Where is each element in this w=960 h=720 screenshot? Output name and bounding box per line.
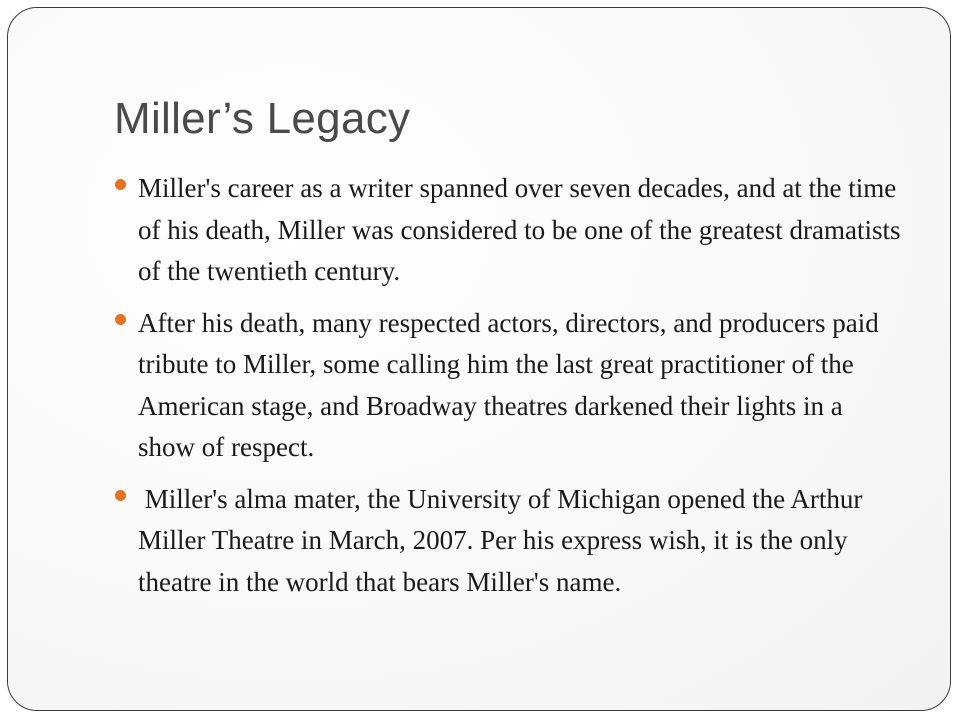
bullet-dot-icon — [115, 179, 126, 190]
bullet-text: After his death, many respected actors, directors, and producers paid tribute to Miller, some calling him the last great practitioner of the American stage, and Broadway theatres darkened their lights in a show of respect. — [138, 307, 879, 462]
bullet-item-theatre — [112, 479, 902, 604]
bullet-item-tribute — [112, 303, 902, 469]
bullet-dot-icon — [115, 490, 126, 501]
bullet-dot-icon — [115, 314, 126, 325]
bullet-text: Miller's career as a writer spanned over seven decades, and at the time of his death, Miller was considered to be one of the greatest dramatists of the twentieth century. — [138, 173, 901, 286]
slide-title: Miller’s Legacy — [114, 94, 411, 143]
bullet-text: Miller's alma mater, the University of Michigan opened the Arthur Miller Theatre in March, 2007. Per his express wish, it is the only theatre in the world that bears Miller's name. — [138, 483, 870, 597]
slide-frame — [7, 7, 951, 711]
bullet-item-career — [112, 168, 902, 293]
bullet-list — [112, 168, 902, 613]
